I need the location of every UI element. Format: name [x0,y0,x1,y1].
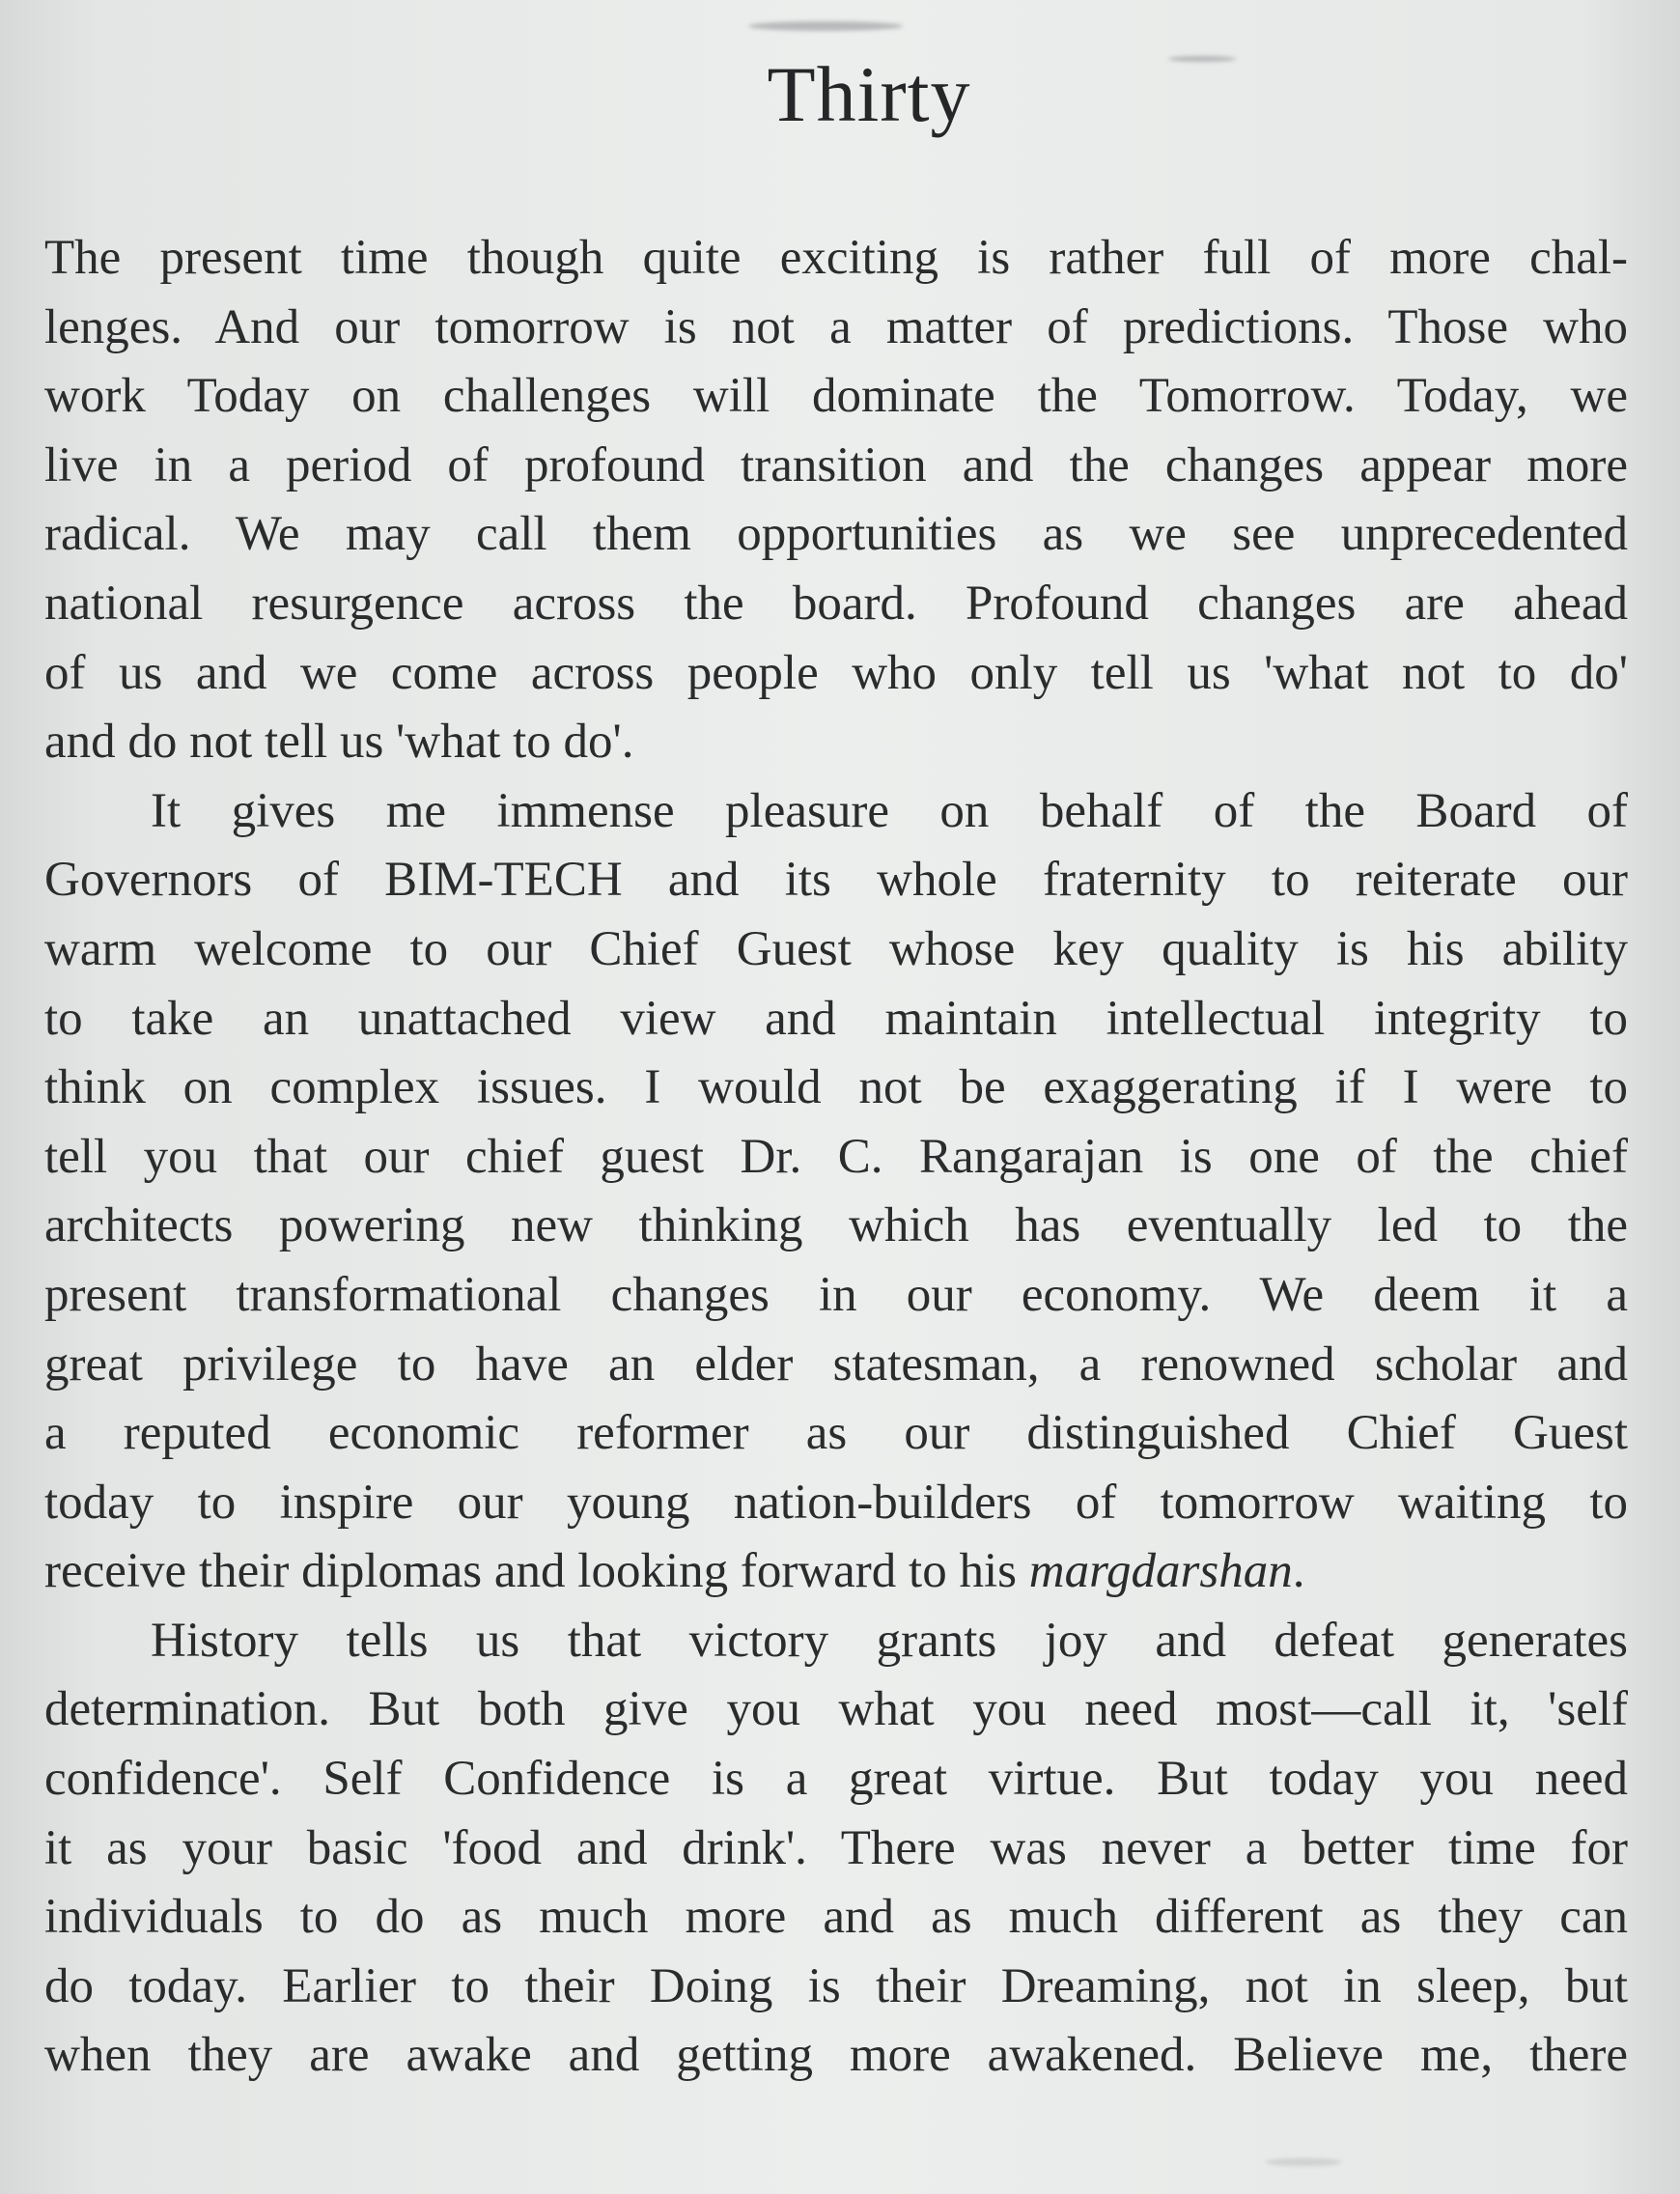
text-line: History tells us that victory grants joy and defeat generates [151,1613,1628,1668]
paragraph-1 [44,224,1628,777]
text-line: work Today on challenges will dominate the Tomorrow. Today, we [44,369,1628,424]
paragraph-2 [44,777,1628,1607]
text-line: tell you that our chief guest Dr. C. Rangarajan is one of the chief [44,1129,1628,1184]
text-line: It gives me immense pleasure on behalf of the Board of [151,783,1628,838]
text-line: a reputed economic reformer as our distinguished Chief Guest [44,1406,1628,1461]
text-line: individuals to do as much more and as much different as they can [44,1890,1628,1945]
text-line: warm welcome to our Chief Guest whose key quality is his ability [44,921,1628,976]
text-line: it as your basic 'food and drink'. There was never a better time for [44,1820,1628,1875]
italic-term: margdarshan [1028,1544,1293,1599]
text-line: lenges. And our tomorrow is not a matter of predictions. Those who [44,299,1628,354]
text-line [44,1537,1628,1607]
text-line: think on complex issues. I would not be exaggerating if I were to [44,1060,1628,1115]
text-line: of us and we come across people who only tell us 'what not to do' [44,645,1628,700]
text-line: today to inspire our young nation-builders of tomorrow waiting to [44,1475,1628,1530]
text-line: determination. But both give you what you need most—call it, 'self [44,1682,1628,1737]
text-line: great privilege to have an elder statesman, a renowned scholar and [44,1336,1628,1392]
chapter-title: Thirty [767,50,971,138]
text-line: when they are awake and getting more awakened. Believe me, there [44,2028,1628,2083]
text-segment: receive their diplomas and looking forward to his [44,1544,1029,1599]
text-line: and do not tell us 'what to do'. [44,715,634,770]
text-segment: . [1292,1544,1305,1599]
text-line: radical. We may call them opportunities as we see unprecedented [44,507,1628,562]
text-line: national resurgence across the board. Profound changes are ahead [44,576,1628,631]
chapter-body [44,224,1628,2091]
paragraph-3 [44,1607,1628,2091]
text-line: to take an unattached view and maintain intellectual integrity to [44,991,1628,1046]
scan-smudge [748,21,903,31]
text-line: do today. Earlier to their Doing is their Dreaming, not in sleep, but [44,1958,1628,2013]
scan-smudge [1265,2158,1342,2166]
text-line: Governors of BIM-TECH and its whole fraternity to reiterate our [44,853,1628,908]
text-line: architects powering new thinking which has eventually led to the [44,1198,1628,1253]
text-line: The present time though quite exciting is rather full of more chal- [44,231,1628,285]
text-line: live in a period of profound transition and the changes appear more [44,437,1628,492]
text-line: confidence'. Self Confidence is a great virtue. But today you need [44,1752,1628,1807]
text-line: present transformational changes in our economy. We deem it a [44,1267,1628,1322]
